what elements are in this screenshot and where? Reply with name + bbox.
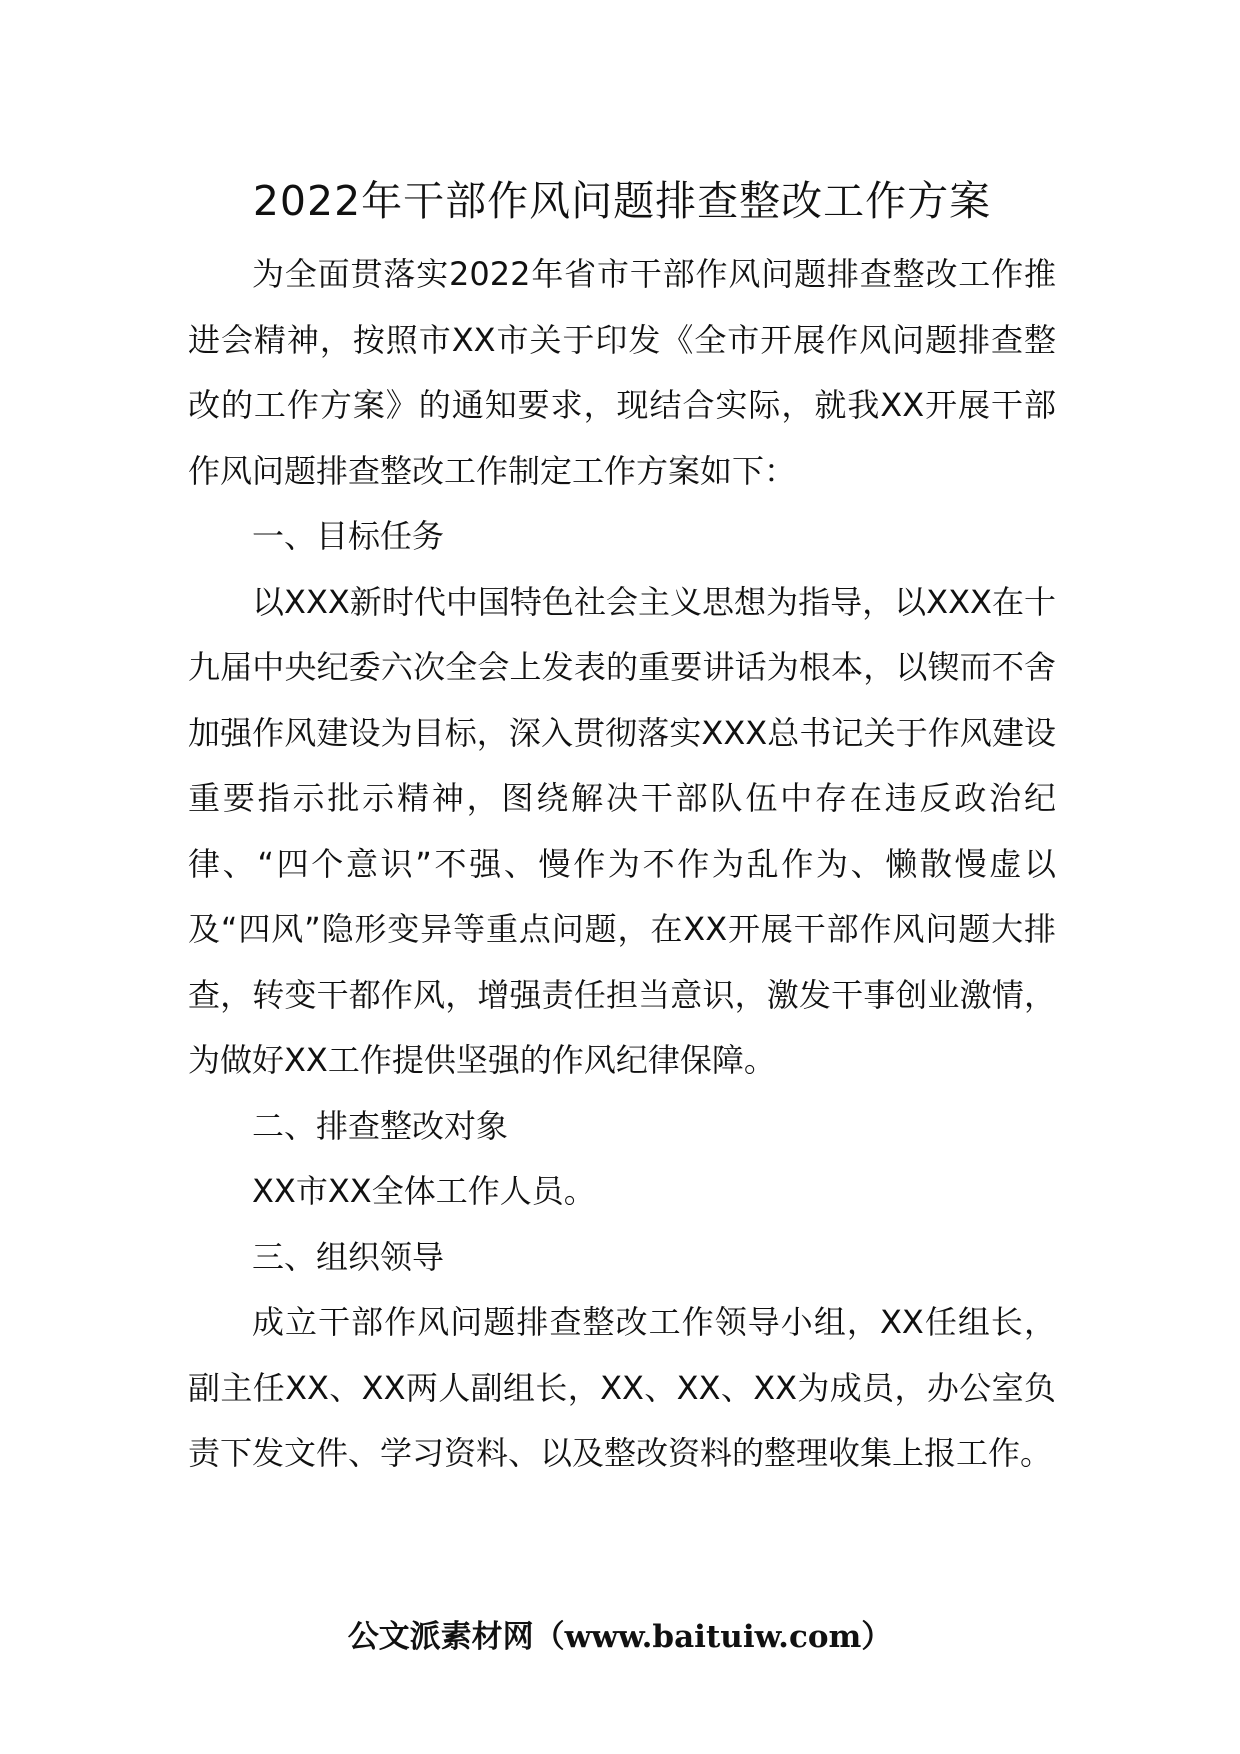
section-body-goals: 以XXX新时代中国特色社会主义思想为指导，以XXX在十九届中央纪委六次全会上发表的重要讲话为根本，以锲而不舍加强作风建设为目标，深入贯彻落实XXX总书记关于作风建设重要指示批示精神，图绕解决干部队伍中存在违反政治纪律、“四个意识”不强、慢作为不作为乱作为、懒散慢虚以及“四风”隐形变异等重点问题，在XX开展干部作风问题大排查，转变干都作风，增强责任担当意识，激发干事创业激情，为做好XX工作提供坚强的作风纪律保障。 [188,582,1056,1079]
watermark-footer: 公文派素材网（www.baituiw.com） [347,1619,893,1655]
document-body [188,160,1056,1487]
document-title: 2022年干部作风问题排查整改工作方案 [252,177,992,225]
section-body-leadership: 成立干部作风问题排查整改工作领导小组，XX任组长，副主任XX、XX两人副组长，XX、XX、XX为成员，办公室负责下发文件、学习资料、以及整改资料的整理收集上报工作。 [188,1303,1056,1472]
section-heading-leadership: 三、组织领导 [252,1237,445,1276]
intro-paragraph: 为全面贯落实2022年省市干部作风问题排查整改工作推进会精神，按照市XX市关于印发《全市开展作风问题排查整改的工作方案》的通知要求，现结合实际，就我XX开展干部作风问题排查整改工作制定工作方案如下： [188,255,1056,490]
section-heading-targets: 二、排查整改对象 [252,1106,509,1145]
section-heading-goals: 一、目标任务 [252,517,445,555]
section-body-targets: XX市XX全体工作人员。 [252,1172,596,1210]
